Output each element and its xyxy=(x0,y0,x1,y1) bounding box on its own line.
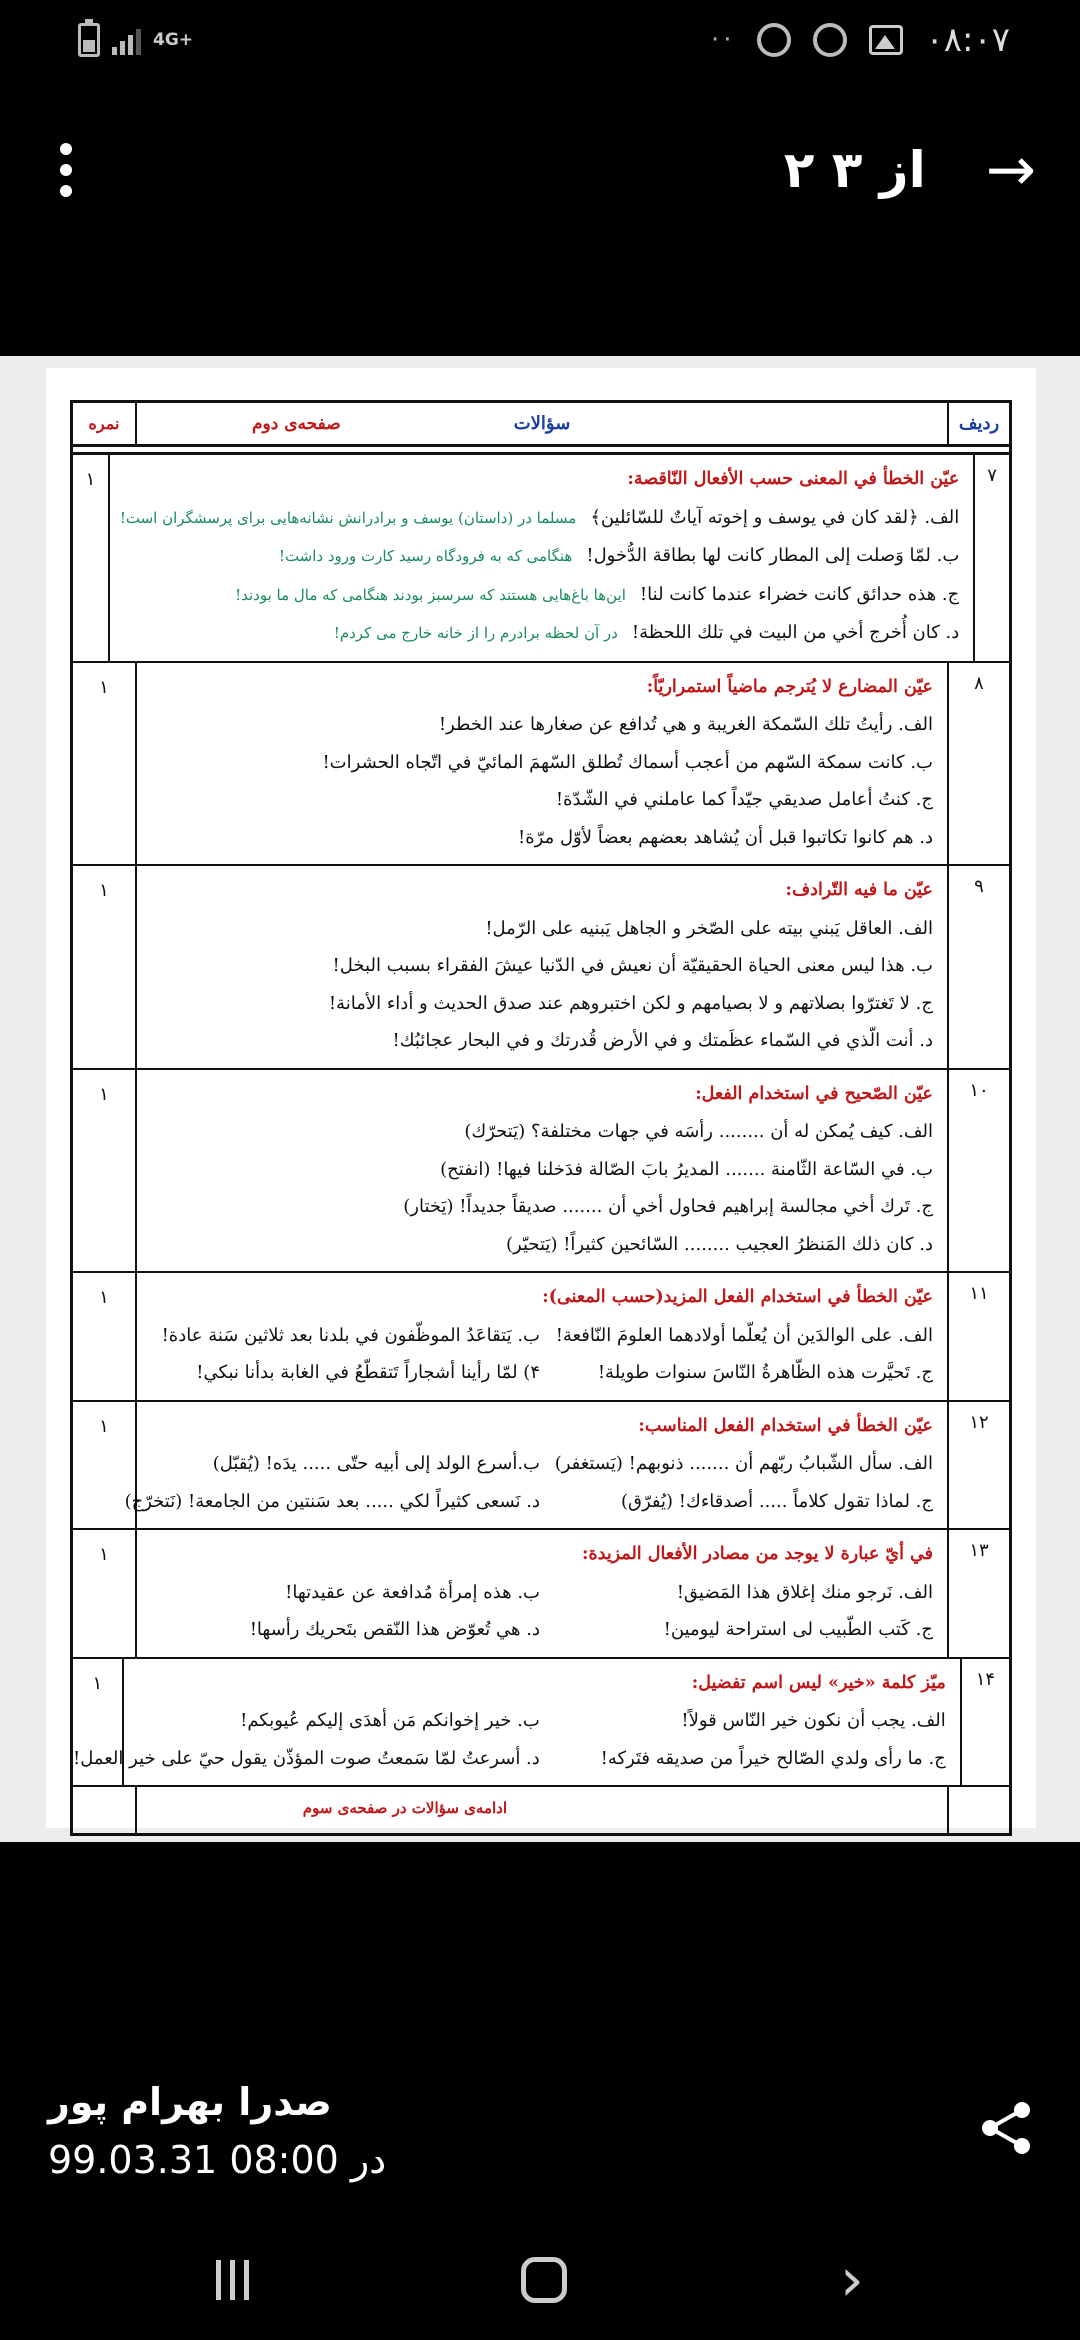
question-body xyxy=(124,1402,947,1529)
question-score: ۱ xyxy=(99,676,109,698)
option-text: ج. لا تَغترّوا بصلاتهم و لا بصيامهم و لكن اختبروهم عند صدق الحديث و أداء الأمانة! xyxy=(328,992,933,1014)
option-text: الف. ﴿لقد كان في يوسف و إخوته آياتٌ للسّائلين﴾ xyxy=(590,506,960,528)
option-text: الف. رأيتُ تلك السّمكة الغريبة و هي تُدافع عن صغارها عند الخطر! xyxy=(438,714,933,735)
home-icon[interactable] xyxy=(521,2257,567,2303)
option-translation: در آن لحظه برادرم را از خانه خارج می کردم! xyxy=(333,624,618,642)
option-text: ب. خير إخوانكم مَن أهدَی إليكم عُيوبكم! xyxy=(240,1710,540,1731)
question-score: ۱ xyxy=(99,880,109,901)
question-row xyxy=(73,1659,1009,1788)
recent-apps-icon[interactable] xyxy=(216,2260,249,2300)
question-number: ۱۲ xyxy=(947,1402,1009,1529)
image-viewer[interactable] xyxy=(0,356,1080,1842)
question-number: ۱۰ xyxy=(947,1070,1009,1272)
page-indicator: ۲ از ۳ xyxy=(783,141,926,199)
question-number: ۹ xyxy=(947,866,1009,1068)
sender-name: صدرا بهرام پور xyxy=(48,2080,332,2124)
option-text: ج. هذه حدائق كانت خضراء عندما كانت لنا! xyxy=(639,583,960,605)
option-line xyxy=(147,819,933,857)
clock: ۰۸:۰۷ xyxy=(925,20,1010,60)
header-score: نمره xyxy=(88,414,120,433)
system-nav-bar xyxy=(0,2220,1080,2340)
status-bar xyxy=(0,0,1080,80)
option-pair xyxy=(147,1445,933,1483)
option-translation: این‌ها باغ‌هایی هستند که سرسبز بودند هنگامی که مال ما بودند! xyxy=(235,585,626,604)
network-type: 4G+ xyxy=(153,30,194,50)
question-number: ۸ xyxy=(947,663,1009,865)
option-pair xyxy=(147,1574,933,1612)
header-radif: ردیف xyxy=(947,403,1009,444)
question-title: ميّز كلمة «خير» ليس اسم تفضيل: xyxy=(691,1672,946,1693)
question-body xyxy=(135,1530,947,1657)
option-text: ب. كانت سمكة السّهم من أعجب أسماك تُطلق السّهمَ المائيّ في اتّجاه الحشرات! xyxy=(322,751,933,773)
question-score: ۱ xyxy=(99,1544,109,1565)
option-text: ب. يَتقاعَدُ الموظّفون في بلدنا بعد ثلاثين سَنة عادة! xyxy=(161,1324,540,1346)
option-translation: مسلما در (داستان) يوسف و برادرانش نشانه‌هایی برای پرسشگران است! xyxy=(119,508,577,527)
question-score: ۱ xyxy=(85,469,96,490)
option-line xyxy=(147,781,933,819)
question-row xyxy=(73,866,1009,1070)
header-questions: سؤالات xyxy=(513,413,571,434)
question-body xyxy=(72,1659,960,1786)
question-title: عيّن المضارع لا يُترجم ماضياً استمراريّاً: xyxy=(646,676,933,697)
option-pair xyxy=(147,1317,933,1355)
header-page-label: صفحه‌ی دوم xyxy=(252,413,341,434)
question-row xyxy=(73,663,1009,867)
option-line xyxy=(147,744,933,782)
option-line xyxy=(147,985,933,1023)
share-icon[interactable] xyxy=(976,2098,1036,2158)
option-text: د. هي تُعوّض هذا النّقص بتَحريك رأسها! xyxy=(249,1619,540,1640)
option-text: الف. يجب أن نكون خير النّاس قولاً! xyxy=(681,1710,946,1731)
option-text: ب.أسرع الولد إلى أبيه حتّی ..... يدَه! (يُقبّل) xyxy=(212,1453,540,1474)
question-number: ۷ xyxy=(973,455,1009,661)
question-body xyxy=(135,866,947,1068)
option-text: ج. تَرك أخي مجالسة إبراهيم فحاول أخي أن ....... صديقاً جديداً! (يَختار) xyxy=(403,1196,933,1217)
question-title: في أيّ عبارة لا يوجد من مصادر الأفعال المزيدة: xyxy=(582,1544,933,1564)
option-text: ج. تَحيَّرت هذه الظّاهرةُ النّاسَ سنوات طويلة! xyxy=(597,1362,933,1383)
option-pair xyxy=(72,1740,946,1778)
question-number: ۱۱ xyxy=(947,1273,1009,1400)
table-footer xyxy=(73,1787,1009,1833)
option-line xyxy=(147,1113,933,1151)
question-score: ۱ xyxy=(99,1083,109,1105)
option-text: د. كان أُخرج أخي من البيت في تلك اللحظة! xyxy=(631,622,960,643)
option-line xyxy=(147,947,933,985)
option-text: د. كان ذلك المَنظرُ العجيب ........ السّائحين كثيراً! (يَتحيّر) xyxy=(506,1233,933,1255)
option-text: د. أنت الّذي في السّماء عظَمتك و في الأرض قُدرتك و في البحار عجائبُك! xyxy=(392,1030,933,1051)
option-text: الف. نَرجو منك إغلاق هذا المَضيق! xyxy=(676,1581,933,1603)
option-text: ج. كنتُ أعامل صديقي جيّداً كما عاملني في الشّدّة! xyxy=(555,789,933,810)
option-text: الف. العاقل يَبني بيته علی الصّخر و الجاهل يَبنيه علی الرّمل! xyxy=(485,917,933,939)
question-title: عيّن الخطأ في المعنى حسب الأفعال النّاقصة: xyxy=(627,469,960,489)
option-pair xyxy=(124,1483,933,1521)
question-row xyxy=(73,1273,1009,1402)
option-line xyxy=(147,1188,933,1226)
option-text: الف. سأل الشّبابُ ربّهم أن ....... ذنوبهم! (يَستغفر) xyxy=(554,1453,933,1474)
viewer-toolbar xyxy=(0,120,1080,220)
question-title: عيّن ما فيه التّرادف: xyxy=(785,880,933,900)
question-title: عيّن الخطأ في استخدام الفعل المزيد(حسب المعنی): xyxy=(542,1287,933,1307)
message-date: 99.03.31 در 08:00 xyxy=(48,2138,387,2182)
exam-table xyxy=(70,400,1012,1836)
question-score: ۱ xyxy=(92,1672,103,1694)
option-text: ج. ما رأی ولدي الصّالح خيراً من صديقه فتَركه! xyxy=(600,1747,946,1769)
question-row xyxy=(73,455,1009,663)
signal-icon xyxy=(112,25,141,55)
header-questions-cell xyxy=(135,403,947,444)
more-notifications-icon: ·· xyxy=(710,25,736,55)
option-text: ج. لماذا تقول كلاماً ..... أصدقاءك! (يُفرّق) xyxy=(620,1490,933,1512)
option-line xyxy=(120,499,959,538)
option-text: ب. في السّاعة الثّامنة ....... المديرُ بابَ الصّالة فدَخلنا فيها! (انفتح) xyxy=(440,1158,933,1180)
option-pair xyxy=(134,1702,946,1740)
exam-page xyxy=(46,368,1036,1828)
option-text: ب. لمّا وَصلت إلى المطار كانت لها بطاقة الدُّخول! xyxy=(586,545,960,566)
more-options-icon[interactable] xyxy=(60,143,72,197)
option-text: الف. علی الوالدَين أن يُعلّما أولادهما العلومَ النّافعة! xyxy=(555,1324,933,1346)
option-line xyxy=(147,1226,933,1264)
question-title: عيّن الخطأ في استخدام الفعل المناسب: xyxy=(638,1415,933,1436)
questions-list xyxy=(73,455,1009,1787)
option-text: د. نَسعی كثيراً لكي ..... بعد سَنتين من الجامعة! (نَتخرّج) xyxy=(124,1490,540,1512)
question-row xyxy=(73,1070,1009,1274)
option-pair xyxy=(147,1611,933,1649)
option-text: ب. هذا ليس معنی الحياة الحقيقيّة أن نعيش في الدّنيا عيشَ الفقراء بسبب البخل! xyxy=(332,955,933,976)
message-info xyxy=(48,2080,386,2182)
question-row xyxy=(73,1530,1009,1659)
question-score: ۱ xyxy=(99,1287,109,1308)
option-line xyxy=(120,614,959,653)
option-line xyxy=(120,576,959,615)
option-text: ۴) لمّا رأينا أشجاراً تَتقطّعُ في الغابة بدأنا نبكي! xyxy=(196,1362,540,1383)
option-line xyxy=(147,910,933,948)
option-text: الف. كيف يُمكن له أن ........ رأسَه في جهات مختلفة؟ (يَتحرّك) xyxy=(464,1121,933,1142)
image-icon xyxy=(869,25,903,55)
notification-ring-icon-2 xyxy=(813,23,847,57)
option-translation: هنگامی که به فرودگاه رسید کارت ورود داشت! xyxy=(278,547,573,565)
continuation-note: ادامه‌ی سؤالات در صفحه‌ی سوم xyxy=(302,1799,507,1818)
battery-icon xyxy=(78,23,100,57)
question-body xyxy=(135,1273,947,1400)
option-text: ج. كَتب الطّبيب لی استراحة ليومين! xyxy=(663,1619,933,1640)
option-line xyxy=(147,706,933,744)
notification-ring-icon xyxy=(757,23,791,57)
question-score: ۱ xyxy=(99,1415,109,1437)
nav-back-icon[interactable]: › xyxy=(839,2245,864,2315)
option-line xyxy=(147,1151,933,1189)
option-pair xyxy=(147,1354,933,1392)
header-spacer xyxy=(73,447,1009,455)
question-number: ۱۳ xyxy=(947,1530,1009,1657)
question-title: عيّن الصّحيح في استخدام الفعل: xyxy=(695,1083,933,1104)
option-line xyxy=(147,1022,933,1060)
option-line xyxy=(120,537,959,576)
question-body xyxy=(135,663,947,865)
option-text: ب. هذه إمرأة مُدافعة عن عقيدتها! xyxy=(285,1581,540,1603)
option-text: د. هم كانوا تكاتبوا قبل أن يُشاهد بعضهم بعضاً لأوّل مرّة! xyxy=(518,826,933,848)
question-row xyxy=(73,1402,1009,1531)
question-body xyxy=(108,455,973,661)
option-text: د. أسرعتُ لمّا سَمعتُ صوت المؤذّن يقول حيّ علی خير العمل! xyxy=(72,1747,540,1769)
question-body xyxy=(135,1070,947,1272)
question-number: ۱۴ xyxy=(960,1659,1009,1786)
back-arrow-icon[interactable]: → xyxy=(985,135,1036,205)
table-header xyxy=(73,403,1009,447)
